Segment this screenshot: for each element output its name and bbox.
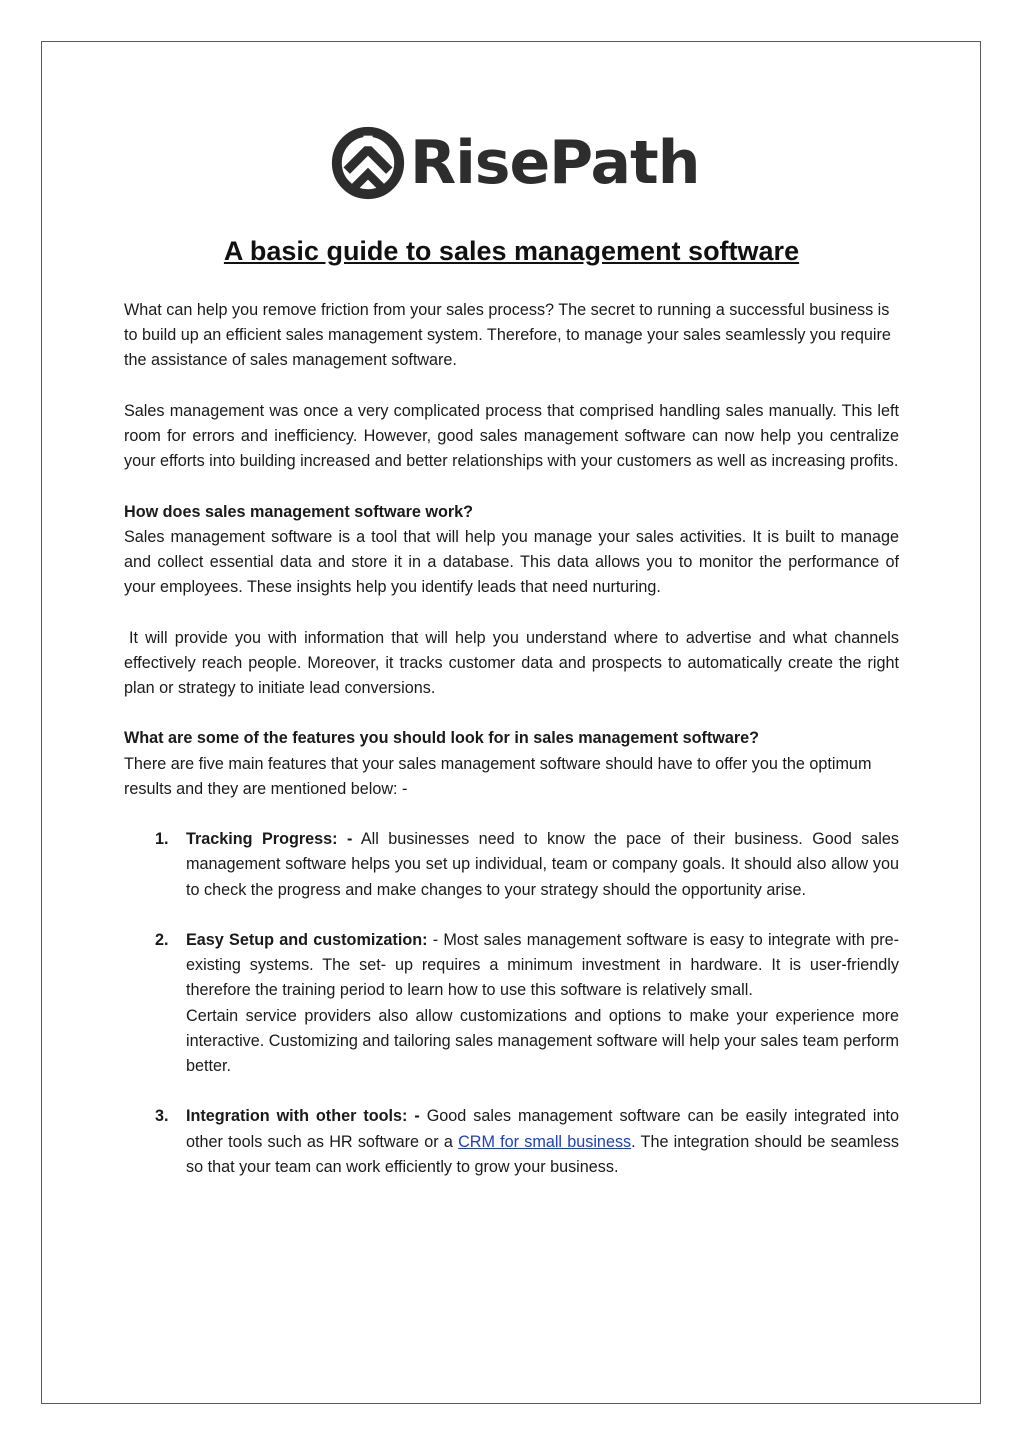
features-intro-paragraph: There are five main features that your sales management software should have to offer you the optimum results and they are mentioned below: - (124, 754, 872, 798)
list-item (124, 928, 899, 1079)
logo (330, 122, 700, 204)
article-body (124, 298, 899, 1205)
page-title: A basic guide to sales management software (223, 236, 800, 266)
info-paragraph: It will provide you with information that will help you understand where to advertise and what channels effectively reach people. Moreover, it tracks customer data and prospects to automatically create the right plan or strategy to initiate lead conversions. (124, 628, 899, 697)
crm-link[interactable]: CRM for small business (458, 1132, 632, 1151)
feature-text-after: . The integration should be seamless so that your team can work efficiently to grow your business. (186, 1132, 899, 1176)
feature-text: All businesses need to know the pace of their business. Good sales management software helps you set up individual, team or company goals. It should also allow you to check the progress and make changes to your strategy should the opportunity arise. (186, 830, 899, 899)
feature-text: - Most sales management software is easy to integrate with pre-existing systems. The set- up requires a minimum investment in hardware. It is user-friendly therefore the training period to learn how to use this software is relatively small. (186, 930, 899, 1000)
list-item-body (186, 1104, 899, 1180)
list-number: 2. (155, 930, 169, 949)
section-heading-features: What are some of the features you should look for in sales management software? (124, 729, 760, 748)
intro-paragraph: What can help you remove friction from your sales process? The secret to running a successful business is to build up an efficient sales management system. Therefore, to manage your sales seamlessly you require the assistance of sales management software. (124, 301, 891, 370)
feature-title: Tracking Progress: - (186, 830, 353, 849)
features-list (124, 827, 899, 1180)
section-heading-how: How does sales management software work? (124, 502, 474, 521)
list-number: 1. (155, 830, 169, 849)
list-item (124, 827, 899, 903)
feature-title: Integration with other tools: - (186, 1107, 420, 1126)
logo-wordmark: RisePath (410, 128, 700, 198)
feature-title: Easy Setup and customization: (186, 930, 428, 949)
list-item (124, 1104, 899, 1180)
list-number: 3. (155, 1107, 169, 1126)
feature-text-continued: Certain service providers also allow customizations and options to make your experience more interactive. Customizing and tailoring sales management software will help your sales team perform better. (186, 1006, 899, 1075)
how-paragraph: Sales management software is a tool that will help you manage your sales activities. It is built to manage and collect essential data and store it in a database. This data allows you to monitor the performance of your employees. These insights help you identify leads that need nurturing. (124, 527, 899, 597)
history-paragraph: Sales management was once a very complicated process that comprised handling sales manually. This left room for errors and inefficiency. However, good sales management software can now help you centralize your efforts into building increased and better relationships with your customers as well as increasing profits. (124, 401, 899, 471)
list-item-body (186, 928, 899, 1004)
list-item-body (186, 827, 899, 903)
risepath-logo-icon (330, 125, 406, 201)
feature-text: Good sales management software can be easily integrated into other tools such as HR software or a (186, 1107, 899, 1151)
